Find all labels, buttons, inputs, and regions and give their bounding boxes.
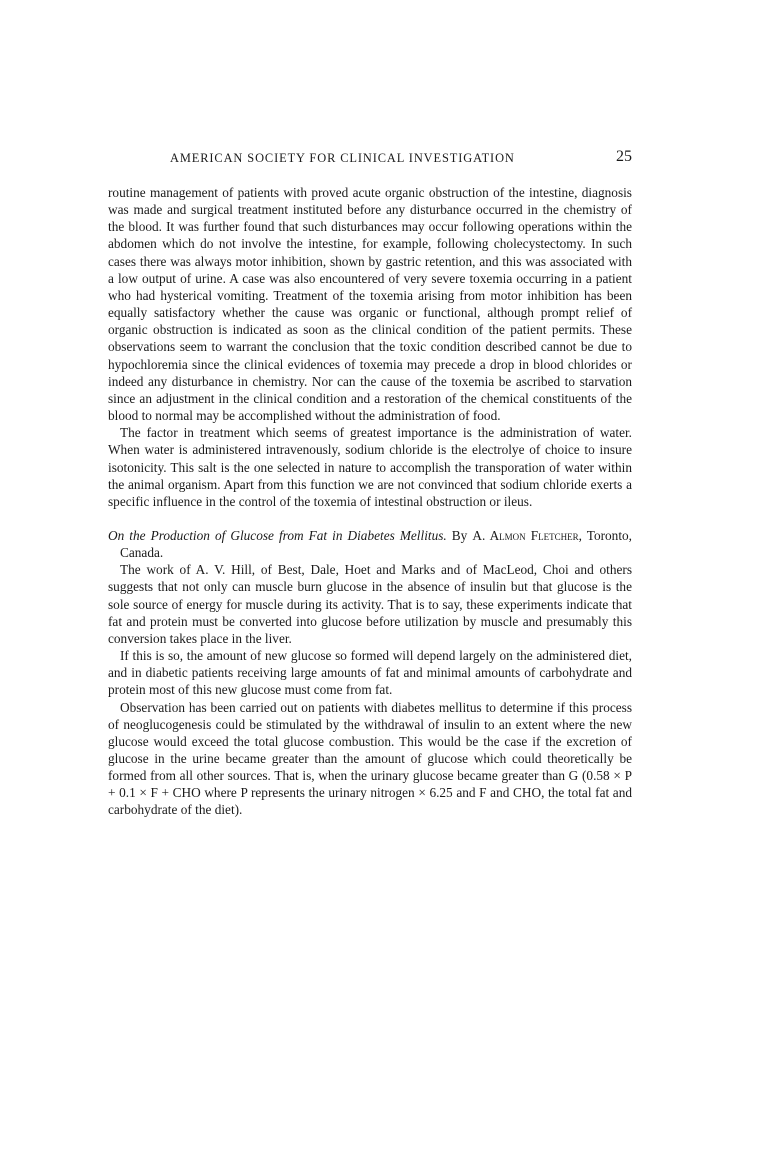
body-paragraph-2: The factor in treatment which seems of greatest importance is the administration of water. When water is administered intravenously, sodium chloride is the electrolye of choice to insure isotonicity. This salt is the one selected in nature to accomplish the transporation of water within the animal organism. Apart from this function we are not convinced that sodium chloride exerts a specific influence in the control of the toxemia of intestinal obstruction or ileus. xyxy=(108,425,632,509)
abstract-by: By xyxy=(446,527,473,543)
abstract-paragraph-3: Observation has been carried out on patients with diabetes mellitus to determine if this process of neoglucogenesis could be stimulated by the withdrawal of insulin to an extent where the new glucose would exceed the total glucose combustion. This would be the case if the excretion of glucose in the urine became greater than the amount of glucose which could theoretically be formed from all other sources. That is, when the urinary glucose became greater than G (0.58 × P + 0.1 × F + CHO where P represents the urinary nitrogen × 6.25 and F and CHO, the total fat and carbohydrate of the diet). xyxy=(108,699,632,818)
abstract-paragraph-2: If this is so, the amount of new glucose so formed will depend largely on the administered diet, and in diabetic patients receiving large amounts of fat and minimal amounts of carbohydrate and protein most of this new glucose must come from fat. xyxy=(108,648,632,698)
abstract-author: A. Almon Fletcher xyxy=(472,527,579,543)
page-number: 25 xyxy=(616,148,632,165)
abstract-paragraph-1: The work of A. V. Hill, of Best, Dale, Hoet and Marks and of MacLeod, Choi and others suggests that not only can muscle burn glucose in the absence of insulin but that glucose is the sole source of energy for muscle during its activity. That is to say, these experiments indicate that fat and protein must be converted into glucose before utilization by muscle and presumably this conversion takes place in the liver. xyxy=(108,562,632,646)
body-paragraph-1: routine management of patients with proved acute organic obstruction of the intestine, diagnosis was made and surgical treatment instituted before any disturbance occurred in the chemistry of the blood. It was further found that such disturbances may occur following operations within the abdomen which do not involve the intestine, for example, following cholecystectomy. In such cases there was always motor inhibition, shown by gastric retention, and this was associated with a low output of urine. A case was also encountered of very severe toxemia occurring in a patient who had hysterical vomiting. Treatment of the toxemia arising from motor inhibition has been equally satisfactory whether the cause was organic or functional, although prompt relief of organic obstruction is indicated as soon as the clinical condition of the patient permits. These observations seem to warrant the conclusion that the toxic condition described cannot be due to hypochloremia since the clinical evidences of toxemia may precede a drop in blood chlorides or indeed any disturbance in chemistry. Nor can the cause of the toxemia be ascribed to starvation since an adjustment in the clinical condition and a restoration of the chemical constituents of the blood to normal may be accomplished without the administration of food. xyxy=(108,185,632,424)
running-head xyxy=(108,148,632,170)
abstract-location: , Toronto, Canada. xyxy=(120,527,632,561)
journal-page xyxy=(108,148,632,819)
abstract-title: On the Production of Glucose from Fat in Diabetes Mellitus. xyxy=(108,527,447,543)
running-title: AMERICAN SOCIETY FOR CLINICAL INVESTIGATION xyxy=(170,151,515,165)
abstract-heading xyxy=(108,527,632,561)
